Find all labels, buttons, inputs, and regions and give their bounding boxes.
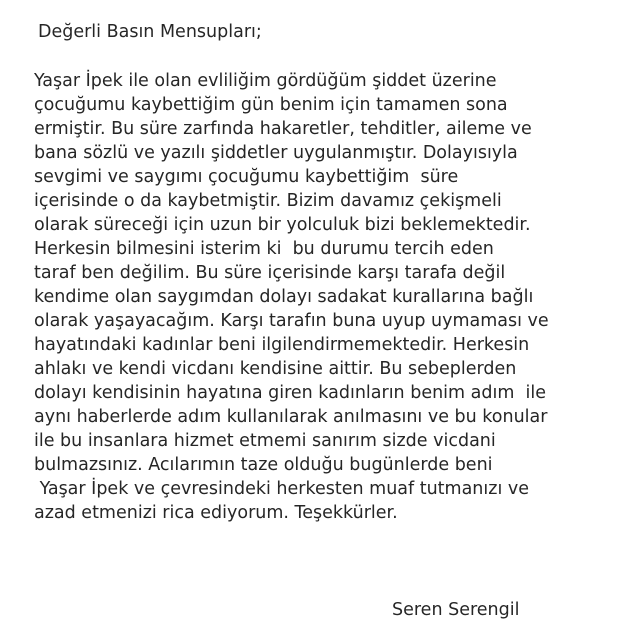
letter-body-line: Herkesin bilmesini isterim ki bu durumu tercih eden	[34, 239, 494, 259]
letter-body-line: bulmazsınız. Acılarımın taze olduğu bugünlerde beni	[34, 455, 493, 475]
letter-body-line: olarak süreceği için uzun bir yolculuk bizi beklemektedir.	[34, 215, 531, 235]
letter-body-line: sevgimi ve saygımı çocuğumu kaybettiğim süre	[34, 167, 459, 187]
letter-body-line: çocuğumu kaybettiğim gün benim için tamamen sona	[34, 95, 508, 115]
letter-body-line: Yaşar İpek ile olan evliliğim gördüğüm şiddet üzerine	[34, 71, 497, 91]
letter-body-line: taraf ben değilim. Bu süre içerisinde karşı tarafa değil	[34, 263, 506, 283]
letter-salutation: Değerli Basın Mensupları;	[38, 22, 262, 42]
letter-body-line: aynı haberlerde adım kullanılarak anılmasını ve bu konular	[34, 407, 548, 427]
letter-body-line: dolayı kendisinin hayatına giren kadınların benim adım ile	[34, 383, 547, 403]
letter-body-line: ahlakı ve kendi vicdanı kendisine aittir. Bu sebeplerden	[34, 359, 517, 379]
letter-body-line: kendime olan saygımdan dolayı sadakat kurallarına bağlı	[34, 287, 534, 307]
letter-body-line: içerisinde o da kaybetmiştir. Bizim davamız çekişmeli	[34, 191, 502, 211]
letter-body-line: ermiştir. Bu süre zarfında hakaretler, tehditler, aileme ve	[34, 119, 532, 139]
letter-body-line: Yaşar İpek ve çevresindeki herkesten muaf tutmanızı ve	[34, 479, 529, 499]
letter-body-line: bana sözlü ve yazılı şiddetler uygulanmıştır. Dolayısıyla	[34, 143, 518, 163]
letter-body	[34, 69, 634, 525]
letter-body-line: hayatındaki kadınlar beni ilgilendirmemektedir. Herkesin	[34, 335, 530, 355]
letter-body-line: azad etmenizi rica ediyorum. Teşekkürler.	[34, 503, 398, 523]
letter-signature: Seren Serengil	[392, 600, 520, 620]
letter-body-line: ile bu insanlara hizmet etmemi sanırım sizde vicdani	[34, 431, 496, 451]
letter-body-line: olarak yaşayacağım. Karşı tarafın buna uyup uymaması ve	[34, 311, 549, 331]
